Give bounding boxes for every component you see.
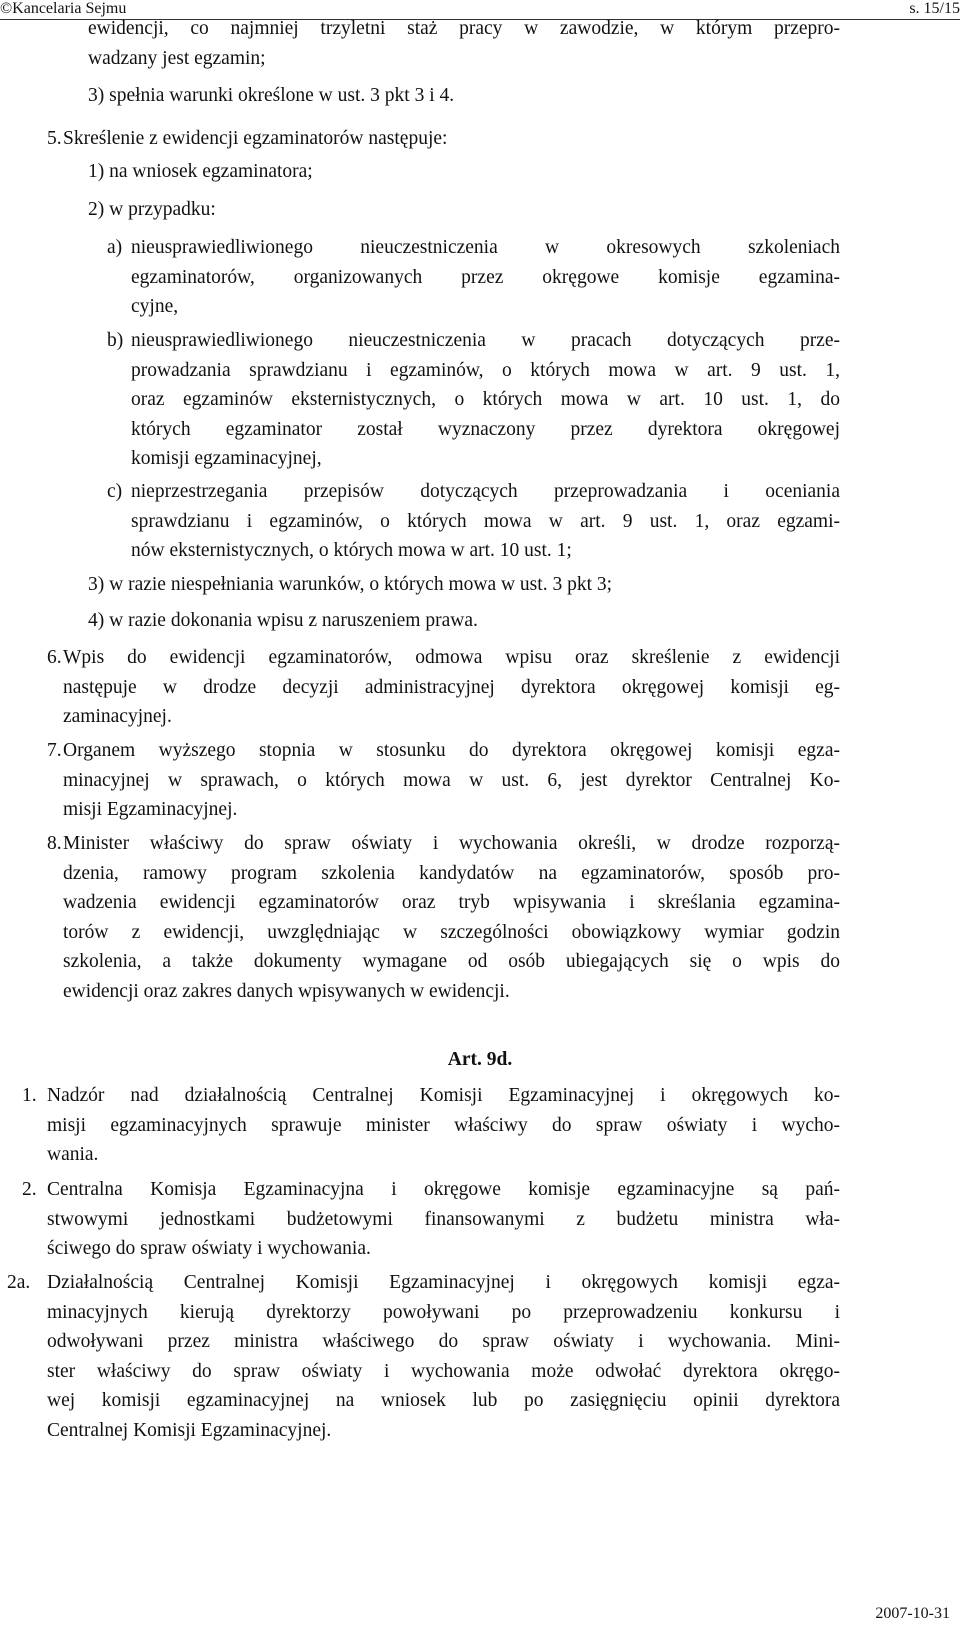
paragraph-number-7: 7.	[47, 740, 62, 761]
line: których egzaminator został wyznaczony przez dyrektora okręgowej	[131, 418, 840, 440]
line: nieusprawiedliwionego nieuczestniczenia w okresowych szkoleniach	[131, 237, 840, 258]
letter-b: b)	[107, 330, 124, 351]
section-number-1: 1.	[22, 1085, 37, 1106]
line: minacyjnej w sprawach, o których mowa w ust. 6, jest dyrektor Centralnej Ko-	[63, 769, 840, 791]
line: ster właściwy do spraw oświaty i wychowania może odwołać dyrektora okręgo-	[47, 1360, 840, 1382]
line: Nadzór nad działalnością Centralnej Komisji Egzaminacyjnej i okręgowych ko-	[47, 1085, 840, 1106]
subitem-c	[131, 477, 840, 566]
line: wania.	[47, 1144, 99, 1165]
list-item-2: 2) w przypadku:	[88, 199, 216, 220]
paragraph-number-6: 6.	[47, 647, 62, 668]
line: Wpis do ewidencji egzaminatorów, odmowa wpisu oraz skreślenie z ewidencji	[63, 647, 840, 668]
continuation-text	[88, 14, 840, 73]
line: Minister właściwy do spraw oświaty i wychowania określi, w drodze rozporzą-	[63, 833, 840, 854]
line: ewidencji, co najmniej trzyletni staż pracy w zawodzie, w którym przepro-	[88, 18, 840, 39]
line: szkolenia, a także dokumenty wymagane od osób ubiegających się o wpis do	[63, 951, 840, 972]
line: Działalnością Centralnej Komisji Egzaminacyjnej i okręgowych komisji egza-	[47, 1272, 840, 1293]
line: następuje w drodze decyzji administracyjnej dyrektora okręgowej komisji eg-	[63, 676, 840, 698]
article-heading: Art. 9d.	[447, 1049, 513, 1070]
line: torów z ewidencji, uwzględniając w szczególności obowiązkowy wymiar godzin	[63, 921, 840, 943]
section-number-2: 2.	[22, 1179, 37, 1200]
line: prowadzania sprawdzianu i egzaminów, o których mowa w art. 9 ust. 1,	[131, 359, 840, 381]
line: minacyjnych kierują dyrektorzy powoływani po przeprowadzeniu konkursu i	[47, 1301, 840, 1323]
paragraph-5-lead: Skreślenie z ewidencji egzaminatorów następuje:	[63, 128, 448, 149]
line: Centralna Komisja Egzaminacyjna i okręgowe komisje egzaminacyjne są pań-	[47, 1179, 840, 1200]
list-item-3: 3) w razie niespełniania warunków, o których mowa w ust. 3 pkt 3;	[88, 574, 613, 595]
paragraph-8	[63, 829, 840, 1006]
paragraph-number-8: 8.	[47, 833, 62, 854]
line: Centralnej Komisji Egzaminacyjnej.	[47, 1419, 332, 1441]
line: misji egzaminacyjnych sprawuje minister właściwy do spraw oświaty i wycho-	[47, 1114, 840, 1136]
letter-a: a)	[107, 237, 123, 258]
list-item-3-top: 3) spełnia warunki określone w ust. 3 pkt 3 i 4.	[88, 85, 455, 106]
line: nieprzestrzegania przepisów dotyczących przeprowadzania i oceniania	[131, 481, 840, 502]
line: ewidencji oraz zakres danych wpisywanych w ewidencji.	[63, 980, 510, 1002]
section-number-2a: 2a.	[7, 1272, 31, 1293]
line: dzenia, ramowy program szkolenia kandydatów na egzaminatorów, sposób pro-	[63, 862, 840, 884]
page-number: s. 15/15	[909, 0, 960, 17]
line: egzaminatorów, organizowanych przez okręgowe komisje egzamina-	[131, 266, 840, 288]
line: wej komisji egzaminacyjnej na wniosek lub po zasięgnięciu opinii dyrektora	[47, 1390, 840, 1411]
line: stwowymi jednostkami budżetowymi finansowanymi z budżetu ministra wła-	[47, 1208, 840, 1230]
section-2	[47, 1175, 840, 1264]
copyright-label: ©Kancelaria Sejmu	[0, 0, 127, 17]
line: odwoływani przez ministra właściwego do spraw oświaty i wychowania. Mini-	[47, 1331, 840, 1352]
line: wadzenia ewidencji egzaminatorów oraz tryb wpisywania i skreślania egzamina-	[63, 892, 840, 913]
subitem-b	[131, 326, 840, 474]
line: zaminacyjnej.	[63, 706, 172, 727]
list-item-1: 1) na wniosek egzaminatora;	[88, 161, 313, 182]
line: wadzany jest egzamin;	[88, 47, 266, 69]
line: komisji egzaminacyjnej,	[131, 448, 322, 469]
line: misji Egzaminacyjnej.	[63, 799, 238, 820]
paragraph-7	[63, 736, 840, 825]
document-date: 2007-10-31	[875, 1605, 950, 1622]
letter-c: c)	[107, 481, 123, 502]
list-item-4: 4) w razie dokonania wpisu z naruszeniem prawa.	[88, 610, 478, 631]
line: sprawdzianu i egzaminów, o których mowa w art. 9 ust. 1, oraz egzami-	[131, 510, 840, 532]
line: ściwego do spraw oświaty i wychowania.	[47, 1238, 371, 1259]
line: nieusprawiedliwionego nieuczestniczenia w pracach dotyczących prze-	[131, 330, 840, 351]
line: nów eksternistycznych, o których mowa w art. 10 ust. 1;	[131, 540, 572, 561]
paragraph-number-5: 5.	[47, 128, 62, 149]
section-2a	[47, 1268, 840, 1445]
line: cyjne,	[131, 296, 179, 317]
subitem-a	[131, 233, 840, 322]
line: oraz egzaminów eksternistycznych, o których mowa w art. 10 ust. 1, do	[131, 389, 840, 410]
paragraph-6	[63, 643, 840, 732]
section-1	[47, 1081, 840, 1170]
line: Organem wyższego stopnia w stosunku do dyrektora okręgowej komisji egza-	[63, 740, 840, 761]
